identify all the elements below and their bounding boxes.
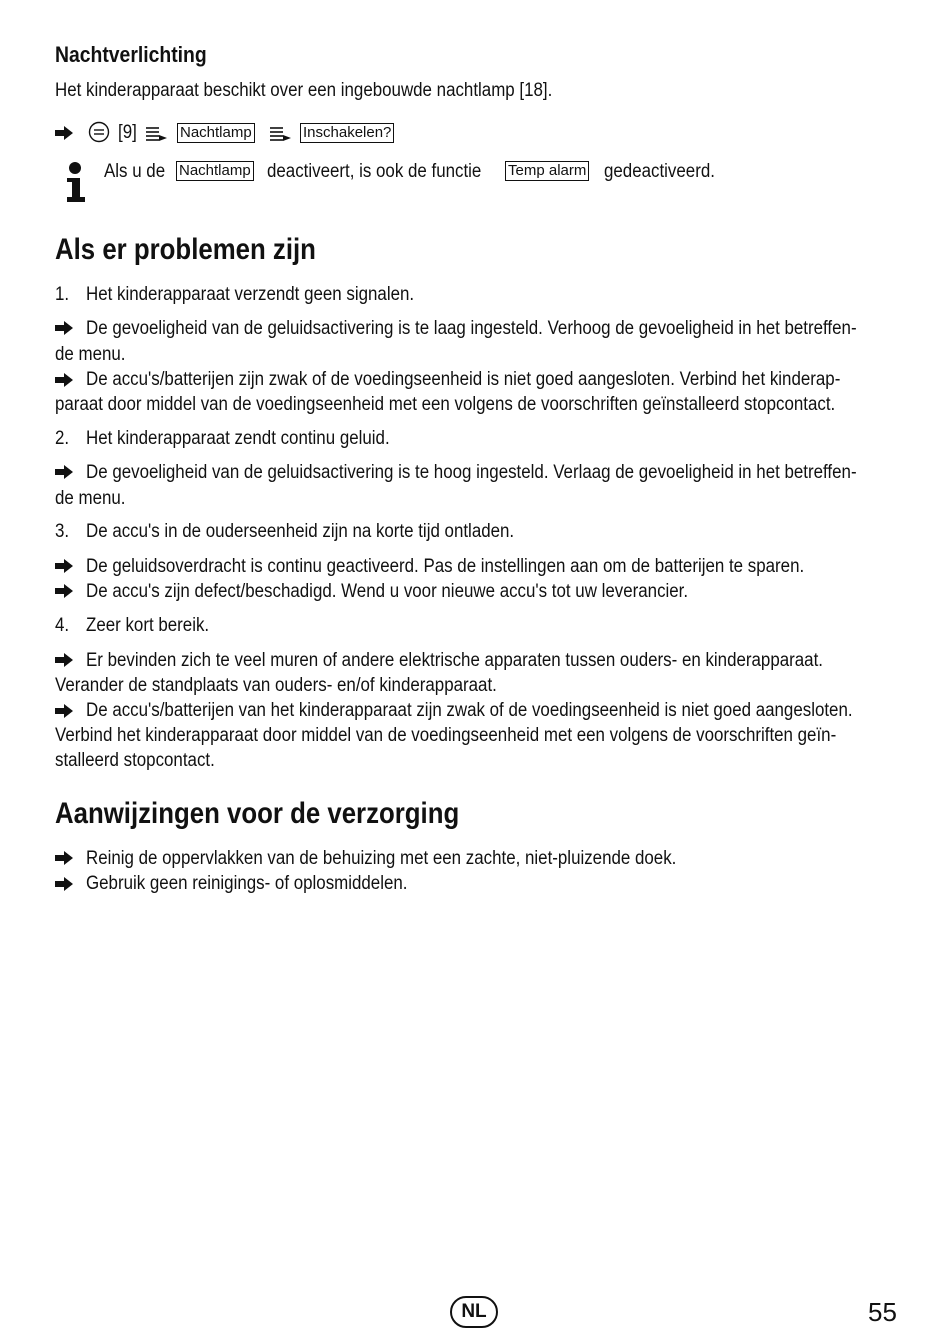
- solution-text: De geluidsoverdracht is continu geactiveerd. Pas de instellingen aan om de batterijen te sparen.: [86, 556, 805, 577]
- solution-text: paraat door middel van de voedingseenheid met een volgens de voorschriften geïnstalleerd stopcontact.: [55, 394, 836, 415]
- problem-text: Zeer kort bereik.: [86, 615, 210, 636]
- night-light-intro: Het kinderapparaat beschikt over een ingebouwde nachtlamp [18].: [55, 80, 553, 101]
- solution-text: de menu.: [55, 344, 126, 365]
- arrow-right-icon: [55, 704, 73, 718]
- solution-text: de menu.: [55, 488, 126, 509]
- solution-text: Verbind het kinderapparaat door middel van de voedingseenheid met een volgens de voorschriften geïn-: [55, 725, 837, 746]
- problem-number: 2.: [55, 428, 70, 449]
- problem-number: 1.: [55, 284, 70, 305]
- care-instruction: Reinig de oppervlakken van de behuizing met een zachte, niet-pluizende doek.: [86, 848, 677, 869]
- section-heading-problems: Als er problemen zijn: [55, 233, 316, 266]
- lcd-label-nachtlamp: Nachtlamp: [176, 161, 254, 181]
- section-heading-care: Aanwijzingen voor de verzorging: [55, 797, 460, 830]
- language-badge: NL: [450, 1296, 498, 1328]
- info-text-start: Als u de: [104, 161, 166, 182]
- solution-text: De accu's/batterijen van het kinderapparaat zijn zwak of de voedingseenheid is niet goed aangesloten.: [86, 700, 853, 721]
- lcd-label-inschakelen: Inschakelen?: [300, 123, 394, 143]
- lcd-label-temp-alarm: Temp alarm: [505, 161, 589, 181]
- arrow-right-icon: [55, 559, 73, 573]
- problem-number: 4.: [55, 615, 70, 636]
- menu-navigate-icon: [270, 126, 292, 142]
- solution-text: Verander de standplaats van ouders- en/of kinderapparaat.: [55, 675, 497, 696]
- lcd-label-nachtlamp: Nachtlamp: [177, 123, 255, 143]
- solution-text: De gevoeligheid van de geluidsactivering is te laag ingesteld. Verhoog de gevoeligheid in het betreffen-: [86, 318, 857, 339]
- menu-button-icon: [88, 121, 110, 143]
- arrow-right-icon: [55, 851, 73, 865]
- problem-number: 3.: [55, 521, 70, 542]
- problem-text: De accu's in de ouderseenheid zijn na korte tijd ontladen.: [86, 521, 515, 542]
- arrow-right-icon: [55, 373, 73, 387]
- step-reference: [9]: [118, 122, 137, 143]
- problem-text: Het kinderapparaat zendt continu geluid.: [86, 428, 390, 449]
- solution-text: De accu's zijn defect/beschadigd. Wend u voor nieuwe accu's tot uw leverancier.: [86, 581, 689, 602]
- info-text-end: gedeactiveerd.: [604, 161, 715, 182]
- menu-navigate-icon: [146, 126, 168, 142]
- care-instruction: Gebruik geen reinigings- of oplosmiddelen.: [86, 873, 408, 894]
- arrow-right-icon: [55, 321, 73, 335]
- solution-text: Er bevinden zich te veel muren of andere elektrische apparaten tussen ouders- en kinderapparaat.: [86, 650, 823, 671]
- solution-text: stalleerd stopcontact.: [55, 750, 215, 771]
- problem-text: Het kinderapparaat verzendt geen signalen.: [86, 284, 415, 305]
- info-text-middle: deactiveert, is ook de functie: [267, 161, 482, 182]
- arrow-right-icon: [55, 126, 73, 140]
- arrow-right-icon: [55, 653, 73, 667]
- page-number: 55: [868, 1297, 897, 1327]
- section-heading-night-light: Nachtverlichting: [55, 42, 207, 67]
- arrow-right-icon: [55, 877, 73, 891]
- solution-text: De gevoeligheid van de geluidsactivering is te hoog ingesteld. Verlaag de gevoeligheid in het betreffen-: [86, 462, 857, 483]
- solution-text: De accu's/batterijen zijn zwak of de voedingseenheid is niet goed aangesloten. Verbind het kinderap-: [86, 369, 841, 390]
- arrow-right-icon: [55, 465, 73, 479]
- info-icon: [64, 161, 86, 203]
- arrow-right-icon: [55, 584, 73, 598]
